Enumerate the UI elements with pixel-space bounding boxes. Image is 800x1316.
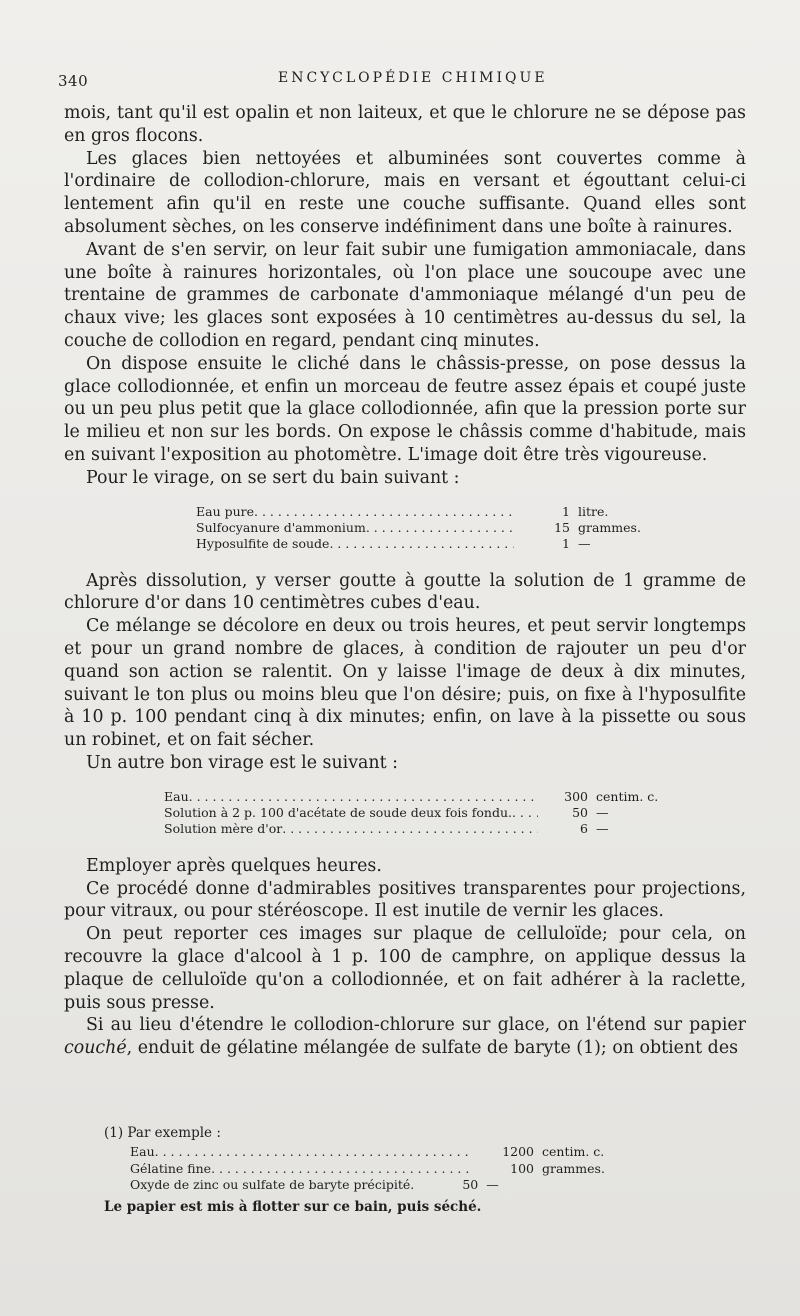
ingredient-name: Gélatine fine (130, 1160, 212, 1176)
ingredient-qty: 1 (562, 535, 570, 551)
ingredient-unit: grammes. (542, 1160, 605, 1176)
ingredient-unit: centim. c. (596, 788, 659, 804)
ingredient-name: Hyposulfite de soude (196, 535, 330, 551)
emphasis-text: couché (64, 1038, 127, 1059)
paragraph: Avant de s'en servir, on leur fait subir une fumigation ammoniacale, dans une boîte à rainures horizontales, où l'on place une soucoupe avec une trentaine de grammes de carbonate d'ammoniaque mélangé d'un peu de chaux vive; les glaces sont exposées à 10 centimètres au-dessus du sel, la couche de collodion en regard, pendant cinq minutes. (64, 239, 746, 351)
paragraph: Les glaces bien nettoyées et albuminées sont couvertes comme à l'ordinaire de collodion-chlorure, mais en versant et égouttant celui-ci lentement afin qu'il en reste une couche suffisante. Quand elles sont absolument sèches, on les conserve indéfiniment dans une boîte à rainures. (64, 148, 746, 237)
paragraph: Pour le virage, on se sert du bain suivant : (86, 467, 460, 488)
footnote (104, 1124, 664, 1216)
recipe-row (164, 789, 684, 805)
paragraph: Ce procédé donne d'admirables positives transparentes pour projections, pour vitraux, ou pour stéréoscope. Il est inutile de vernir les glaces. (64, 878, 746, 922)
ingredient-unit: grammes. (578, 519, 641, 535)
ingredient-qty: 1200 (502, 1144, 534, 1159)
paragraph (64, 1014, 746, 1060)
ingredient-name: Solution à 2 p. 100 d'acétate de soude deux fois fondu. (164, 804, 512, 820)
ingredient-name: Solution mère d'or (164, 820, 283, 836)
ingredient-name: Sulfocyanure d'ammonium (196, 519, 366, 535)
paragraph: On dispose ensuite le cliché dans le châssis-presse, on pose dessus la glace collodionnée, et enfin un morceau de feutre assez épais et coupé juste ou un peu plus petit que la glace collodionnée, afin que la pression porte sur le milieu et non sur les bords. On expose le châssis comme d'habitude, mais en suivant l'exposition au photomètre. L'image doit être très vigoureuse. (64, 353, 746, 465)
recipe-row (164, 805, 684, 821)
ingredient-qty: 300 (564, 788, 588, 804)
ingredient-name: Oxyde de zinc ou sulfate de baryte précipité. (130, 1177, 415, 1192)
recipe-row (196, 520, 666, 536)
main-text (64, 102, 746, 1060)
paragraph: Après dissolution, y verser goutte à goutte la solution de 1 gramme de chlorure d'or dans 10 centimètres cubes d'eau. (64, 570, 746, 614)
ingredient-unit: — (596, 820, 609, 836)
paragraph: mois, tant qu'il est opalin et non laiteux, et que le chlorure ne se dépose pas en gros flocons. (64, 103, 746, 146)
recipe-row (196, 504, 666, 520)
running-header (58, 70, 758, 94)
toning-bath-recipe (196, 504, 666, 552)
ingredient-qty: 15 (554, 519, 570, 535)
paragraph: On peut reporter ces images sur plaque de celluloïde; pour cela, on recouvre la glace d'alcool à 1 p. 100 de camphre, on applique dessus la plaque de celluloïde qu'on a collodionnée, et on fait adhérer à la raclette, puis sous presse. (64, 924, 746, 1013)
paragraph: Un autre bon virage est le suivant : (86, 752, 398, 773)
ingredient-unit: litre. (578, 503, 609, 519)
ingredient-qty: 6 (580, 820, 588, 836)
ingredient-unit: — (596, 804, 609, 820)
page-number: 340 (58, 72, 89, 90)
ingredient-name: Eau pure (196, 503, 255, 519)
paragraph-text: , enduit de gélatine mélangée de sulfate de baryte (1); on obtient des (126, 1038, 739, 1059)
ingredient-unit: — (578, 535, 591, 551)
ingredient-name: Eau (130, 1144, 155, 1159)
ingredient-qty: 1 (562, 503, 570, 519)
recipe-row (130, 1161, 630, 1178)
ingredient-name: Eau (164, 788, 189, 804)
ingredient-qty: 100 (510, 1160, 534, 1176)
running-title: ENCYCLOPÉDIE CHIMIQUE (278, 70, 548, 86)
ingredient-qty: 50 (462, 1177, 479, 1192)
paragraph-text: Si au lieu d'étendre le collodion-chlorure sur glace, on l'étend sur papier (86, 1015, 746, 1036)
footnote-closing: Le papier est mis à flotter sur ce bain, puis séché. (104, 1198, 482, 1215)
ingredient-qty: 50 (572, 804, 588, 820)
ingredient-unit: centim. c. (542, 1144, 605, 1159)
recipe-row (130, 1144, 630, 1161)
ingredient-unit: — (486, 1177, 499, 1192)
recipe-row (196, 536, 666, 552)
footnote-recipe (130, 1144, 630, 1194)
paragraph: Employer après quelques heures. (86, 855, 382, 876)
paragraph: Ce mélange se décolore en deux ou trois heures, et peut servir longtemps et pour un grand nombre de glaces, à condition de rajouter un peu d'or quand son action se ralentit. On y laisse l'image de deux à dix minutes, suivant le ton plus ou moins bleu que l'on désire; puis, on fixe à l'hyposulfite à 10 p. 100 pendant cinq à dix minutes; enfin, on lave à la pissette ou sous un robinet, et on fait sécher. (64, 616, 746, 751)
recipe-row (130, 1177, 630, 1194)
recipe-row (164, 821, 684, 837)
footnote-intro: (1) Par exemple : (104, 1125, 221, 1141)
second-toning-recipe (164, 789, 684, 837)
